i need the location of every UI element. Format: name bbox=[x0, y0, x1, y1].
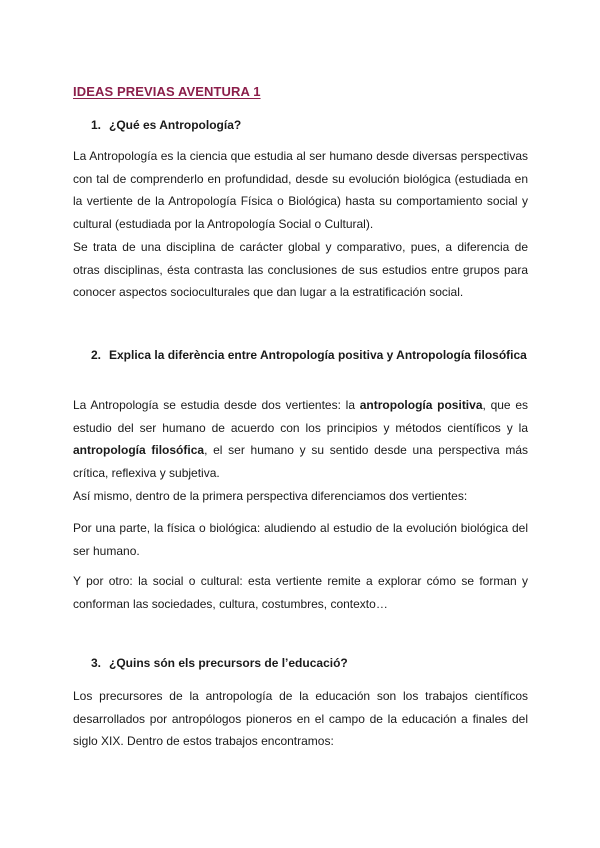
section-2-paragraph-1-text-b: , que es estudio del ser humano de acuerdo con los principios y métodos científicos y la bbox=[73, 398, 529, 435]
section-2-paragraph-1-text-c: , el ser humano y su sentido desde una perspectiva más crítica, reflexiva y subjetiva. bbox=[73, 443, 529, 480]
section-1-number: 1. bbox=[91, 118, 102, 132]
section-2-paragraph-1 bbox=[73, 394, 528, 484]
section-3-paragraph-1: Los precursores de la antropología de la educación son los trabajos científicos desarrollados por antropólogos pioneros en el campo de la educación a finales del siglo XIX. Dentro de estos trabajos encontramos: bbox=[73, 689, 528, 749]
section-3-number: 3. bbox=[91, 656, 102, 670]
section-1-heading bbox=[91, 116, 528, 135]
section-1-title: ¿Qué es Antropología? bbox=[109, 118, 242, 132]
section-2-number: 2. bbox=[91, 348, 102, 362]
section-2-paragraph-4: Y por otro: la social o cultural: esta vertiente remite a explorar cómo se forman y conforman las sociedades, cultura, costumbres, contexto… bbox=[73, 574, 528, 611]
section-2-paragraph-1-text-a: La Antropología se estudia desde dos vertientes: la bbox=[73, 398, 360, 412]
section-2-paragraph-3: Por una parte, la física o biológica: aludiendo al estudio de la evolución biológica del ser humano. bbox=[73, 521, 528, 558]
section-1-paragraph-2: Se trata de una disciplina de carácter global y comparativo, pues, a diferencia de otras disciplinas, ésta contrasta las conclusiones de sus estudios entre grupos para conocer aspectos socioculturales que dan lugar a la estratificación social. bbox=[73, 240, 528, 300]
document-title: IDEAS PREVIAS AVENTURA 1 bbox=[73, 84, 261, 99]
section-2-term-positive: antropología positiva bbox=[359, 398, 483, 412]
section-3-heading bbox=[91, 654, 528, 673]
section-2-heading bbox=[91, 346, 528, 365]
section-2-paragraph-2: Así mismo, dentro de la primera perspectiva diferenciamos dos vertientes: bbox=[73, 489, 468, 503]
section-3-title: ¿Quins són els precursors de l’educació? bbox=[109, 656, 348, 670]
section-2-title: Explica la diferència entre Antropología positiva y Antropología filosófica bbox=[109, 348, 527, 362]
section-2-term-philosophical: antropología filosófica bbox=[73, 443, 205, 458]
section-1-paragraph-1: La Antropología es la ciencia que estudia al ser humano desde diversas perspectivas con tal de comprenderlo en profundidad, desde su evolución biológica (estudiada en la vertiente de la Antropología Física o Biológica) hasta su comportamiento social y cultural (estudiada por la Antropología Social o Cultural). bbox=[73, 149, 528, 231]
